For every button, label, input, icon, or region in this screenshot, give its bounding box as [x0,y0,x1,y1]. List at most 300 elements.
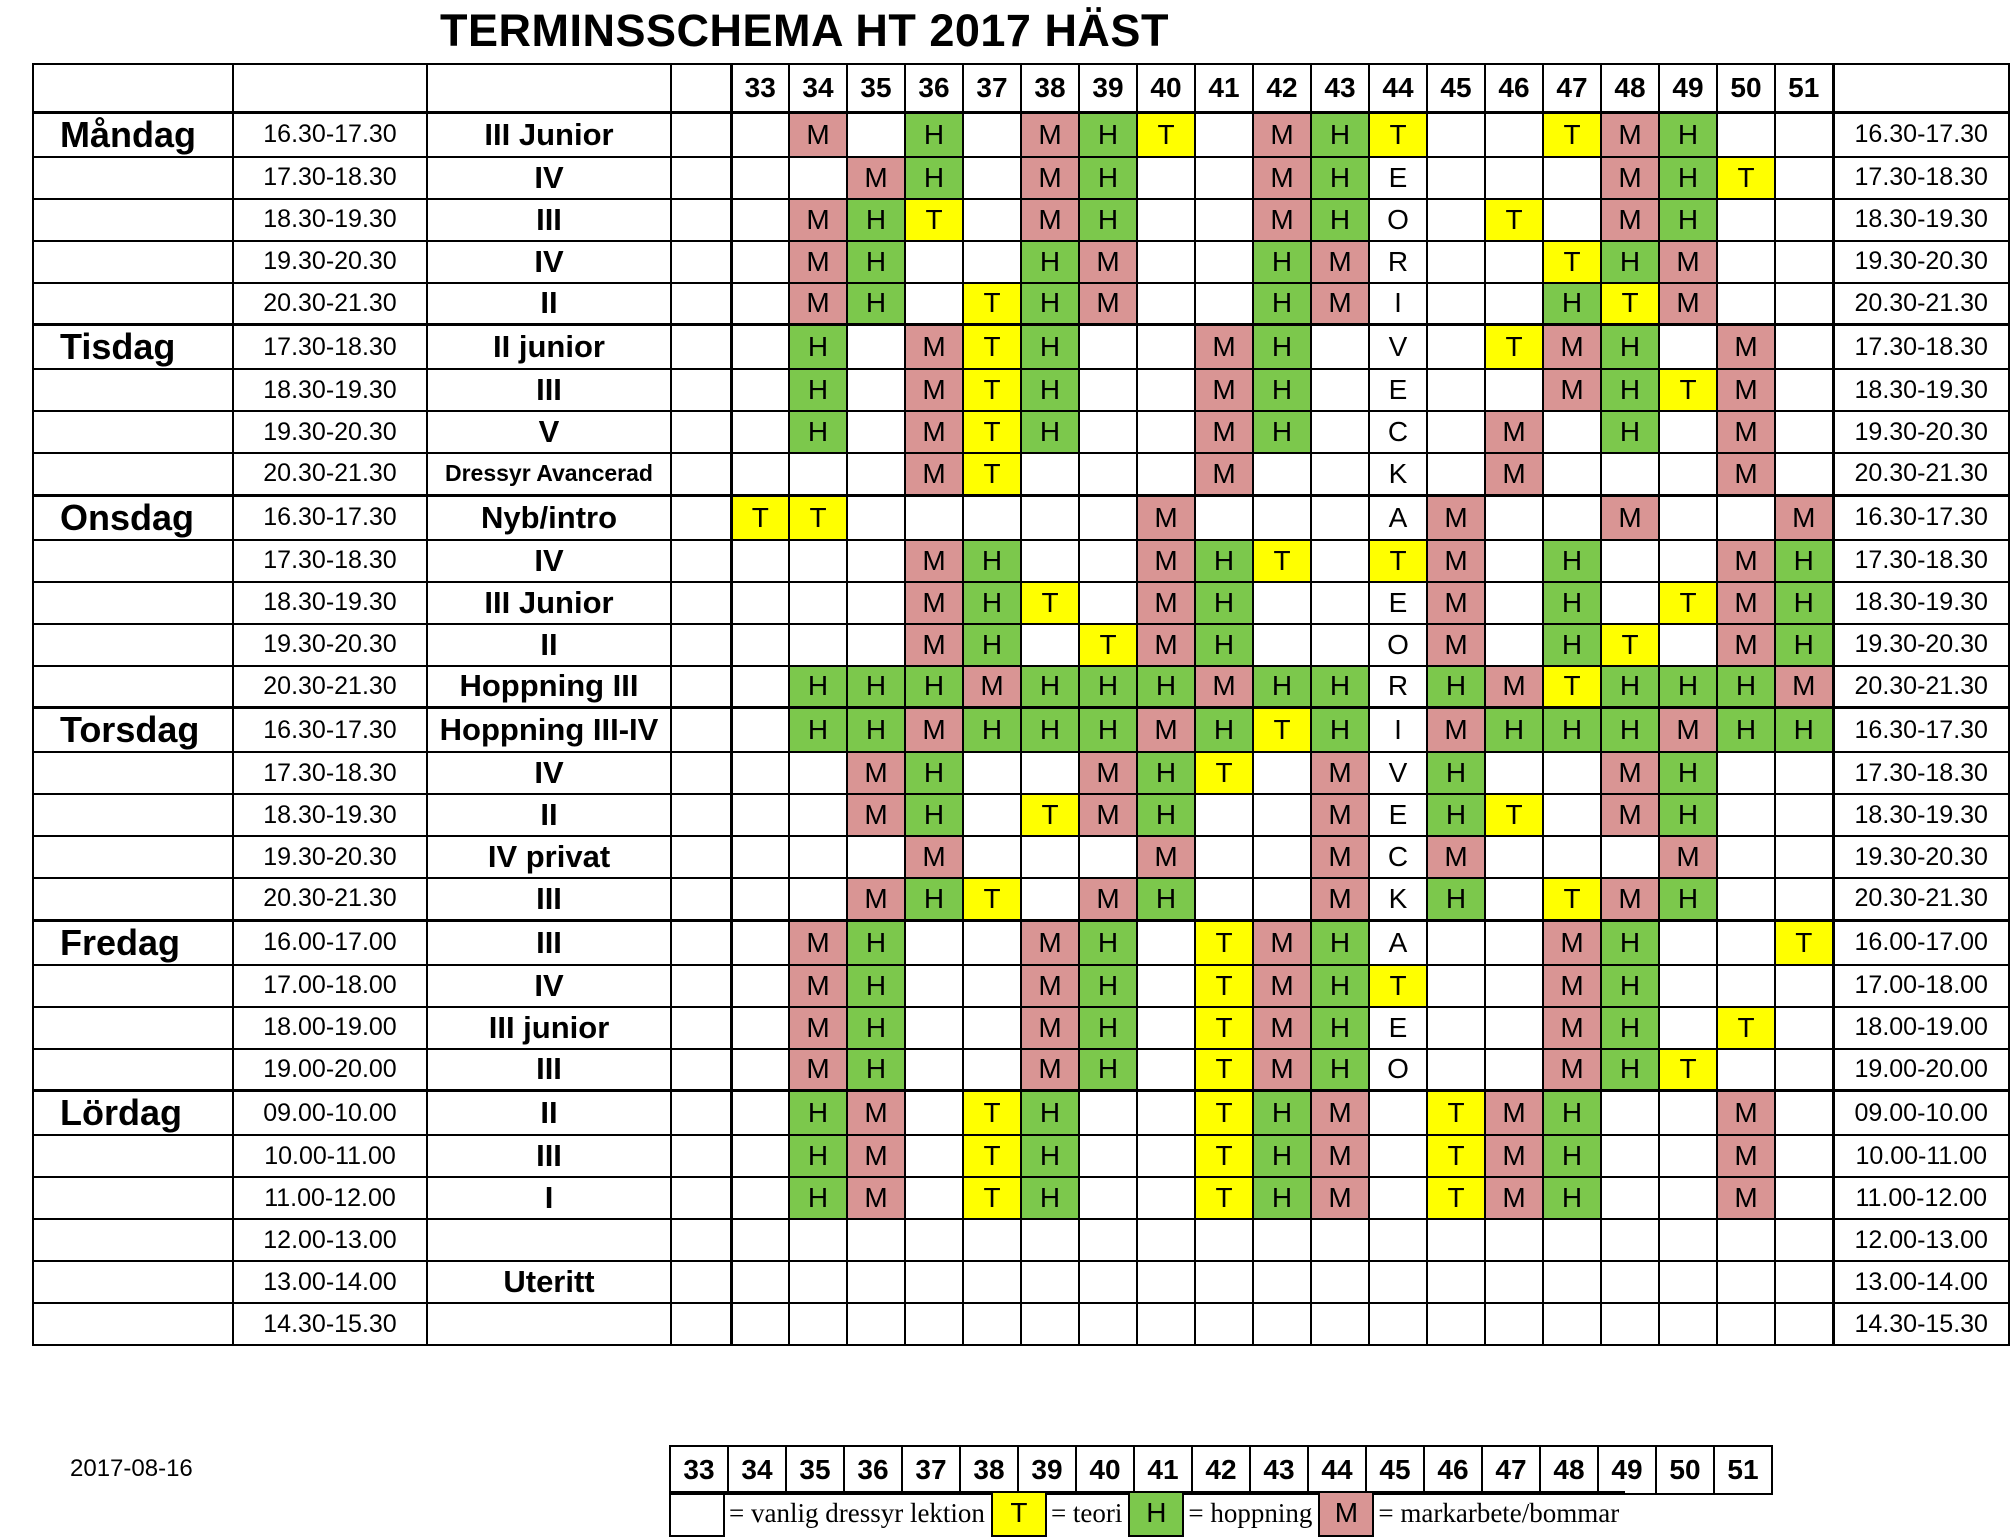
lesson-cell [1543,1261,1601,1303]
lesson-cell: M [847,1135,905,1177]
lesson-cell [1427,1007,1485,1049]
time-slot: 19.30-20.30 [233,241,427,283]
lesson-cell: H [1485,708,1543,753]
lesson-cell: M [1659,836,1717,878]
lesson-cell [789,582,847,624]
lesson-cell: H [1195,624,1253,666]
day-header [33,64,233,112]
time-slot: 19.00-20.00 [233,1049,427,1091]
lesson-cell: M [1485,1135,1543,1177]
lesson-cell: M [1311,752,1369,794]
legend-text: = teori [1050,1498,1123,1528]
lesson-cell: H [1311,1007,1369,1049]
lesson-cell: H [1601,325,1659,370]
lesson-cell [1659,920,1717,965]
lesson-cell: E [1369,794,1427,836]
lesson-cell [1427,920,1485,965]
lesson-cell [1659,325,1717,370]
lesson-cell: M [1485,666,1543,708]
schedule-row [33,540,2009,582]
day-label: Onsdag [33,495,233,540]
lesson-cell: O [1369,199,1427,241]
schedule-row [33,241,2009,283]
lesson-cell [1659,1219,1717,1261]
lesson-cell: H [1137,794,1195,836]
lesson-cell: M [1717,624,1775,666]
lesson-cell: H [1079,965,1137,1007]
lesson-cell [963,920,1021,965]
lesson-cell: H [789,1091,847,1136]
lesson-cell: T [1485,794,1543,836]
time-slot: 16.00-17.00 [233,920,427,965]
lesson-cell [963,495,1021,540]
schedule-row [33,325,2009,370]
lesson-cell: M [1659,283,1717,325]
lesson-cell: M [1311,1135,1369,1177]
group-label: IV [427,540,671,582]
lesson-cell [1021,1219,1079,1261]
lesson-cell [731,1219,789,1261]
schedule-row [33,495,2009,540]
lesson-cell [1311,411,1369,453]
schedule-row [33,920,2009,965]
lesson-cell: M [1079,752,1137,794]
lesson-cell [1775,1261,1833,1303]
lesson-cell [1253,836,1311,878]
lesson-cell: H [1195,540,1253,582]
spacer-cell [671,1049,731,1091]
group-label: III [427,920,671,965]
schedule-row [33,836,2009,878]
lesson-cell [1427,1261,1485,1303]
lesson-cell: M [1717,1135,1775,1177]
group-label: Hoppning III-IV [427,708,671,753]
schedule-row [33,624,2009,666]
group-label [427,1219,671,1261]
lesson-cell: M [789,920,847,965]
day-label [33,540,233,582]
lesson-cell: A [1369,495,1427,540]
lesson-cell: M [905,624,963,666]
lesson-cell: H [1253,241,1311,283]
lesson-cell [1021,1261,1079,1303]
time-slot: 14.30-15.30 [233,1303,427,1345]
lesson-cell [789,1219,847,1261]
lesson-cell [731,157,789,199]
lesson-cell: E [1369,1007,1427,1049]
lesson-cell: M [1601,112,1659,157]
lesson-cell [1659,540,1717,582]
lesson-cell [1021,1303,1079,1345]
schedule-row [33,1303,2009,1345]
lesson-cell [1659,453,1717,495]
lesson-cell [731,752,789,794]
time-slot-repeat: 20.30-21.30 [1833,453,2009,495]
lesson-cell: H [905,666,963,708]
lesson-cell: H [847,920,905,965]
lesson-cell [1543,199,1601,241]
lesson-cell: M [1021,112,1079,157]
lesson-cell [963,1007,1021,1049]
time-slot: 19.30-20.30 [233,411,427,453]
footer-week-cell: 48 [1540,1446,1598,1494]
lesson-cell [1079,1177,1137,1219]
lesson-cell: H [789,708,847,753]
lesson-cell [1079,453,1137,495]
lesson-cell: H [1543,283,1601,325]
group-label: Nyb/intro [427,495,671,540]
lesson-cell: H [1717,708,1775,753]
lesson-cell: M [905,582,963,624]
lesson-cell: K [1369,878,1427,920]
lesson-cell: H [1079,112,1137,157]
time-slot-repeat: 17.30-18.30 [1833,325,2009,370]
lesson-cell [1659,1303,1717,1345]
day-label [33,1049,233,1091]
day-label [33,1007,233,1049]
lesson-cell: H [1311,157,1369,199]
lesson-cell [1137,283,1195,325]
lesson-cell [1195,1219,1253,1261]
lesson-cell: T [1601,624,1659,666]
footer-week-header [669,1445,1773,1495]
lesson-cell: M [1659,241,1717,283]
lesson-cell: M [1195,666,1253,708]
lesson-cell: H [1311,199,1369,241]
spacer-cell [671,752,731,794]
lesson-cell [1137,1219,1195,1261]
lesson-cell [731,1091,789,1136]
lesson-cell: M [1253,1007,1311,1049]
spacer-cell [671,1135,731,1177]
lesson-cell: H [1601,1007,1659,1049]
lesson-cell: H [847,965,905,1007]
lesson-cell: T [1253,708,1311,753]
week-header-cell: 33 [731,64,789,112]
lesson-cell: M [847,1091,905,1136]
lesson-cell: M [847,878,905,920]
group-label: Dressyr Avancerad [427,453,671,495]
lesson-cell [731,708,789,753]
time-slot-repeat: 20.30-21.30 [1833,878,2009,920]
lesson-cell [1137,1303,1195,1345]
lesson-cell: H [1659,199,1717,241]
lesson-cell: H [1021,411,1079,453]
time-slot: 19.30-20.30 [233,624,427,666]
week-header-cell: 41 [1195,64,1253,112]
day-label: Lördag [33,1091,233,1136]
day-label [33,836,233,878]
day-label [33,794,233,836]
lesson-cell [1079,411,1137,453]
lesson-cell: M [905,411,963,453]
lesson-cell: H [1601,965,1659,1007]
lesson-cell: M [789,241,847,283]
lesson-cell [1021,836,1079,878]
lesson-cell: H [1253,411,1311,453]
lesson-cell: K [1369,453,1427,495]
lesson-cell [1311,624,1369,666]
lesson-cell: T [1659,369,1717,411]
time-slot: 18.30-19.30 [233,582,427,624]
lesson-cell: M [1717,325,1775,370]
time-slot-repeat: 17.30-18.30 [1833,752,2009,794]
time-slot: 18.30-19.30 [233,369,427,411]
lesson-cell [1137,241,1195,283]
week-header-cell: 50 [1717,64,1775,112]
spacer-cell [671,453,731,495]
lesson-cell [905,1007,963,1049]
lesson-cell: T [963,411,1021,453]
lesson-cell [1775,1177,1833,1219]
lesson-cell: V [1369,325,1427,370]
lesson-cell [1427,1219,1485,1261]
lesson-cell [1427,199,1485,241]
time-slot: 16.30-17.30 [233,495,427,540]
day-label [33,582,233,624]
lesson-cell: M [1253,199,1311,241]
lesson-cell: H [789,1135,847,1177]
footer-week-cell: 42 [1192,1446,1250,1494]
lesson-cell: M [905,369,963,411]
time-slot: 09.00-10.00 [233,1091,427,1136]
lesson-cell: T [1195,1135,1253,1177]
lesson-cell [1195,1303,1253,1345]
lesson-cell: H [1775,540,1833,582]
lesson-cell: H [789,666,847,708]
lesson-cell: H [1659,752,1717,794]
lesson-cell: H [847,241,905,283]
schedule-row [33,453,2009,495]
lesson-cell: M [1021,157,1079,199]
day-label [33,1135,233,1177]
lesson-cell [731,666,789,708]
lesson-cell [1253,1261,1311,1303]
lesson-cell: M [1195,369,1253,411]
lesson-cell: M [1717,369,1775,411]
spacer-cell [671,582,731,624]
lesson-cell: H [905,112,963,157]
lesson-cell [1659,1177,1717,1219]
lesson-cell [963,1303,1021,1345]
lesson-cell: M [1717,540,1775,582]
lesson-cell: T [963,453,1021,495]
schedule-row [33,1135,2009,1177]
lesson-cell: V [1369,752,1427,794]
lesson-cell: M [1601,794,1659,836]
lesson-cell [905,1303,963,1345]
spacer-cell [671,241,731,283]
lesson-cell [731,965,789,1007]
day-label [33,199,233,241]
lesson-cell [731,112,789,157]
lesson-cell: H [1021,1135,1079,1177]
lesson-cell: M [1775,495,1833,540]
lesson-cell [905,1219,963,1261]
lesson-cell [1253,1219,1311,1261]
lesson-cell [1775,1219,1833,1261]
spacer-cell [671,1091,731,1136]
lesson-cell [1543,1219,1601,1261]
week-header-cell: 40 [1137,64,1195,112]
lesson-cell [1427,369,1485,411]
lesson-cell: H [1253,283,1311,325]
lesson-cell [1079,1091,1137,1136]
spacer-cell [671,112,731,157]
lesson-cell [731,1049,789,1091]
lesson-cell [1253,752,1311,794]
lesson-cell [1717,1261,1775,1303]
lesson-cell: H [789,325,847,370]
week-header-cell: 36 [905,64,963,112]
group-label: III [427,369,671,411]
lesson-cell: H [1079,1007,1137,1049]
lesson-cell [905,920,963,965]
lesson-cell: H [1195,708,1253,753]
lesson-cell: H [1427,794,1485,836]
lesson-cell: H [1601,411,1659,453]
lesson-cell [1717,199,1775,241]
lesson-cell: T [1195,965,1253,1007]
lesson-cell: M [1253,157,1311,199]
footer-week-cell: 45 [1366,1446,1424,1494]
lesson-cell: H [905,752,963,794]
lesson-cell: M [905,540,963,582]
lesson-cell [789,836,847,878]
lesson-cell [1543,836,1601,878]
lesson-cell [1137,411,1195,453]
lesson-cell [1775,112,1833,157]
footer-week-cell: 44 [1308,1446,1366,1494]
lesson-cell: H [1543,1091,1601,1136]
lesson-cell [1195,241,1253,283]
legend [669,1491,1625,1537]
lesson-cell [1659,1091,1717,1136]
lesson-cell: M [1137,582,1195,624]
lesson-cell [1079,1219,1137,1261]
lesson-cell [1601,453,1659,495]
lesson-cell [1775,1135,1833,1177]
lesson-cell [731,241,789,283]
time-slot: 11.00-12.00 [233,1177,427,1219]
lesson-cell: M [1311,1091,1369,1136]
week-header-cell: 46 [1485,64,1543,112]
lesson-cell: H [1775,582,1833,624]
lesson-cell: T [963,878,1021,920]
week-header-cell: 34 [789,64,847,112]
lesson-cell: M [905,708,963,753]
lesson-cell [1543,752,1601,794]
lesson-cell [1253,1303,1311,1345]
lesson-cell [1717,965,1775,1007]
lesson-cell [1659,624,1717,666]
lesson-cell [1485,836,1543,878]
day-label [33,666,233,708]
schedule-table [32,63,2010,1346]
group-label [427,1303,671,1345]
lesson-cell: I [1369,708,1427,753]
lesson-cell [1427,157,1485,199]
lesson-cell [905,965,963,1007]
lesson-cell [847,836,905,878]
time-slot-repeat: 20.30-21.30 [1833,283,2009,325]
lesson-cell [963,794,1021,836]
lesson-cell [847,1303,905,1345]
lesson-cell [1427,325,1485,370]
lesson-cell: T [1717,157,1775,199]
group-label: IV [427,965,671,1007]
time-slot: 17.30-18.30 [233,752,427,794]
time-header [233,64,427,112]
lesson-cell: M [1253,112,1311,157]
lesson-cell [905,1049,963,1091]
lesson-cell [1775,453,1833,495]
lesson-cell: M [1717,1177,1775,1219]
spacer-cell [671,411,731,453]
spacer-cell [671,283,731,325]
lesson-cell: H [789,369,847,411]
lesson-cell [1485,1049,1543,1091]
time-slot: 17.00-18.00 [233,965,427,1007]
lesson-cell [789,752,847,794]
day-label [33,1177,233,1219]
lesson-cell: M [1195,411,1253,453]
day-label [33,157,233,199]
lesson-cell: M [1427,495,1485,540]
legend-swatch-blank [669,1493,725,1537]
lesson-cell [731,325,789,370]
lesson-cell: M [1427,540,1485,582]
time-slot-repeat: 19.30-20.30 [1833,624,2009,666]
time-slot-repeat: 09.00-10.00 [1833,1091,2009,1136]
lesson-cell: H [1311,1049,1369,1091]
lesson-cell [1079,325,1137,370]
group-label: III [427,1049,671,1091]
lesson-cell: M [1543,965,1601,1007]
lesson-cell [1079,369,1137,411]
lesson-cell: H [1021,325,1079,370]
lesson-cell: M [1311,878,1369,920]
lesson-cell [963,1049,1021,1091]
lesson-cell: T [1369,540,1427,582]
lesson-cell: H [1427,666,1485,708]
footer-week-cell: 35 [786,1446,844,1494]
lesson-cell: T [963,325,1021,370]
lesson-cell: H [1311,708,1369,753]
time-slot-repeat: 20.30-21.30 [1833,666,2009,708]
lesson-cell: M [789,965,847,1007]
week-header-cell: 37 [963,64,1021,112]
day-label [33,453,233,495]
lesson-cell [1195,836,1253,878]
lesson-cell: H [1021,708,1079,753]
day-label [33,752,233,794]
time-slot: 19.30-20.30 [233,836,427,878]
lesson-cell [1485,582,1543,624]
lesson-cell [1021,453,1079,495]
lesson-cell [1137,325,1195,370]
lesson-cell [847,1261,905,1303]
group-label: III [427,878,671,920]
lesson-cell [1485,1303,1543,1345]
week-header-cell: 45 [1427,64,1485,112]
lesson-cell: H [1021,666,1079,708]
time-slot: 20.30-21.30 [233,878,427,920]
lesson-cell [905,1177,963,1219]
lesson-cell [1775,283,1833,325]
lesson-cell: M [1311,241,1369,283]
schedule-row [33,1049,2009,1091]
